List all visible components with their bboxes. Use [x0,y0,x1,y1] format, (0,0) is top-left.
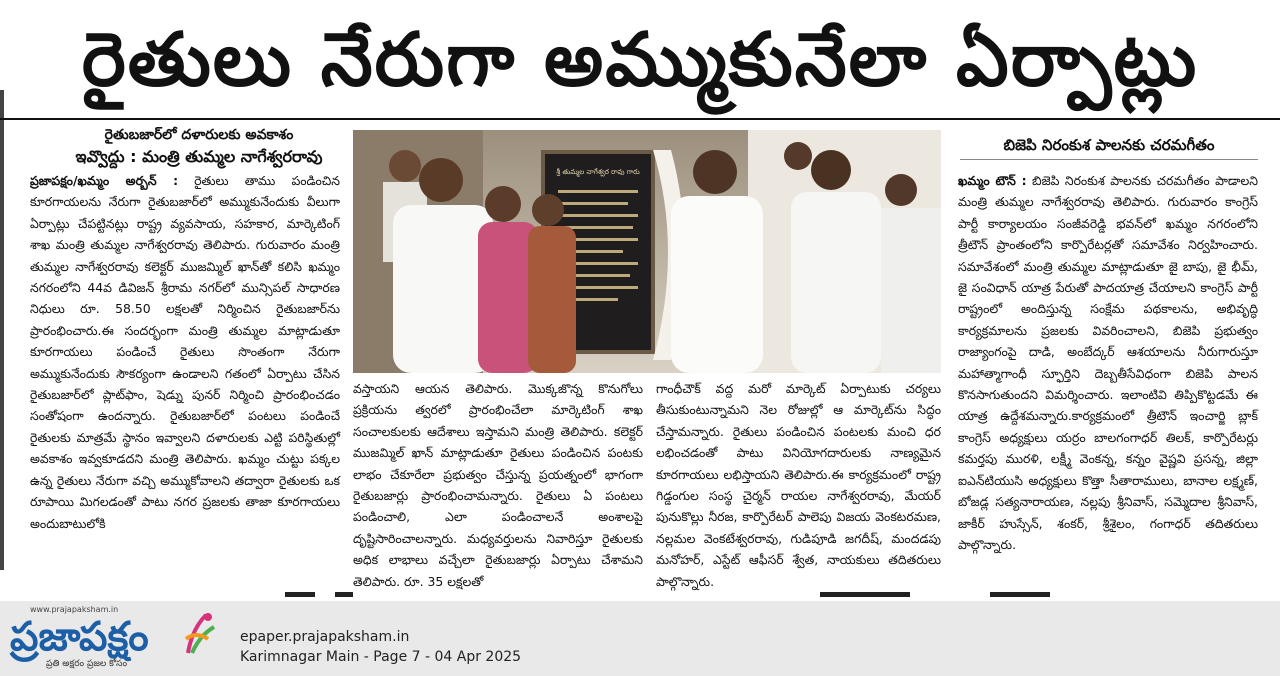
epaper-footer [0,601,1280,676]
right-subhead-rule [960,159,1258,160]
middle-article-col1: వస్తాయని ఆయన తెలిపారు. మొక్కజొన్న కొనుగోలు ప్రక్రియను త్వరలో ప్రారంభించేలా మార్కెటింగ్‌ శాఖ సంచాలకులకు ఆదేశాలు ఇస్తామని మంత్రి తెలిపారు. కలెక్టర్‌ ముజమ్మిల్‌ ఖాన్‌ మాట్లాడుతూ రైతులు పండించిన పంటకు లాభం చేకూరేలా ప్రభుత్వం చేస్తున్న ప్రయత్నంలో భాగంగా రైతుబజార్లు ప్రారంభించామన్నారు. రైతులు ఏ పంటలు పండించాలి, ఎలా పండించాలనే అంశాలపై దృష్టిసారించాలన్నారు. మధ్యవర్తులను నివారిస్తూ రైతులకు అధిక లాభాలు వచ్చేలా రైతుబజార్లు ఏర్పాటు చేశామని తెలిపారు. రూ. 35 లక్షలతో [353,381,643,589]
page-edge-bar [0,90,4,570]
prajapaksham-logo[interactable] [10,605,225,671]
left-body-text: రైతులు తాము పండించిన కూరగాయలను నేరుగా రైతుబజార్‌లో అమ్ముకునేందుకు వీలుగా ఏర్పాట్లు చేపట్టినట్లు రాష్ట్ర వ్యవసాయ, సహకార, మార్కెటింగ్‌ శాఖ మంత్రి తుమ్మల నాగేశ్వరరావు తెలిపారు. గురువారం మంత్రి తుమ్మల నాగేశ్వరరావు కలెక్టర్‌ ముజమ్మిల్‌ ఖాన్‌తో కలిసి ఖమ్మం నగరంలోని 44వ డివిజన్‌ శ్రీరామ నగర్‌లో మున్సిపల్‌ సాధారణ నిధులు రూ. 58.50 లక్షలతో నిర్మించిన రైతుబజార్‌ను ప్రారంభించారు.ఈ సందర్భంగా మంత్రి తుమ్మల మాట్లాడుతూ కూరగాయలు పండించే రైతులు సొంతంగా నేరుగా అమ్ముకునేందుకు సౌకర్యంగా ఉండాలని గతంలో ఏర్పాటు చేసిన రైతుబజార్‌లో ప్లాట్‌ఫాం, షెడ్ను పునర్‌ నిర్మించి ప్రారంభించడం సంతోషంగా ఉందన్నారు. రైతుబజార్‌లో పంటలు పండించే రైతులకు మాత్రమే స్థానం ఇవ్వాలని దళారులకు ఎట్టి పరిస్థితుల్లో అవకాశం ఇవ్వకూడదని మంత్రి తెలిపారు. ఖమ్మం చుట్టు పక్కల ఉన్న రైతులు నేరుగా వచ్చి అమ్ముకోవాలని తద్వారా రైతులకు ఒక రూపాయి మిగలడంతో పాటు నగర ప్రజలకు తాజా కూరగాయలు అందుబాటులోకి [30,173,340,531]
page-info: Karimnagar Main - Page 7 - 04 Apr 2025 [240,649,522,665]
left-article-body [30,170,340,578]
headline: రైతులు నేరుగా అమ్ముకునేలా ఏర్పాట్లు [81,17,1199,103]
news-photo [353,130,941,373]
logo-tagline: ప్రతి అక్షరం ప్రజల కోసం [46,659,128,669]
photo-illustration [353,130,941,373]
logo-site: www.prajapaksham.in [30,605,119,614]
right-subhead: బిజెపి నిరంకుశ పాలనకు చరమగీతం [1003,136,1215,154]
left-dateline: ప్రజాపక్షం/ఖమ్మం అర్బన్‌ : [30,173,179,188]
plaque-title: శ్రీ తుమ్మల నాగేశ్వర రావు గారు [556,168,640,176]
logo-text: ప్రజాపక్షం [10,614,149,660]
right-body-text: బిజెపి నిరంకుశ పాలనకు చరమగీతం పాడాలని మంత్రి తుమ్మల నాగేశ్వరరావు తెలిపారు. గురువారం కాంగ్రెస్‌ పార్టీ కార్యాలయం సంజీవరెడ్డి భవన్‌లో ఖమ్మం నగరంలోని త్రీటౌన్‌ ప్రాంతంలోని కార్పొరేటర్లతో సమావేశం నిర్వహించారు. సమావేశంలో మంత్రి తుమ్మల మాట్లాడుతూ జై బాపు, జై భీమ్‌, జై సంవిధాన్‌ యాత్ర పేరుతో పాదయాత్ర చేయాలని కాంగ్రెస్‌ పార్టీ రాష్ట్రంలో అందిస్తున్న సంక్షేమ పథకాలను, అభివృద్ధి కార్యక్రమాలను ప్రజలకు వివరించాలని, బిజెపి ప్రభుత్వం రాజ్యాంగంపై దాడి, అంబేద్కర్‌ ఆశయాలను నీరుగారుస్తూ మహాత్మాగాంధీ స్ఫూర్తిని దెబ్బతీసేవిధంగా బిజెపి పాలన కొనసాగుతుందని విమర్శించారు. ఇలాంటివి తిప్పికొట్టడమే ఈ యాత్ర ఉద్దేశమన్నారు.కార్యక్రమంలో త్రీటౌన్‌ ఇంచార్జి బ్లాక్‌ కాంగ్రెస్‌ అధ్యక్షులు యర్రం బాలగంగాధర్‌ తిలక్‌, కార్పొరేటర్లు కమర్తపు మురళి, లక్ష్మీ వెంకన్న, కన్నం వైష్ణవి ప్రసన్న, జిల్లా ఐఎన్‌టియుసి అధ్యక్షులు కొత్తా సీతారాములు, బానాల లక్ష్మణ్‌, బోజడ్ల సత్యనారాయణ, నల్లపు శ్రీనివాస్‌, సమ్మెదాల శ్రీనివాస్‌, జాకీర్‌ హుస్సేన్‌, శంకర్‌, శ్రీశైలం, గంగాధర్‌ తదితరులు పాల్గొన్నారు. [958,173,1258,552]
left-subhead-2: ఇవ్వొద్దు : మంత్రి తుమ్మల నాగేశ్వరరావు [75,147,323,166]
logo-emblem-icon [182,609,216,659]
epaper-url[interactable]: epaper.prajapaksham.in [240,629,410,645]
right-article-body [958,170,1258,578]
headline-rule [0,118,1280,120]
left-subhead-1: రైతుబజార్‌లో దళారులకు అవకాశం [104,127,294,143]
middle-article-col2: గాంధీచౌక్‌ వద్ద మరో మార్కెట్‌ ఏర్పాటుకు చర్యలు తీసుకుంటున్నామని నెల రోజుల్లో ఆ మార్కెట్‌ను సిద్ధం చేస్తామన్నారు. రైతులు పండించిన పంటలకు మంచి ధర లభించడంతో పాటు వినియోగదారులకు నాణ్యమైన కూరగాయలు లభిస్తాయని తెలిపారు.ఈ కార్యక్రమంలో రాష్ట్ర గిడ్డంగుల సంస్థ చైర్మన్‌ రాయల నాగేశ్వరరావు, మేయర్‌ పునుకొల్లు నీరజ, కార్పొరేటర్‌ పాలెపు విజయ వెంకటరమణ, నల్లమల వెంకటేశ్వరరావు, గుడిపూడి జగదీష్‌, మందడపు మనోహర్‌, ఎస్టేట్‌ ఆఫీసర్‌ శ్వేత, నాయకులు తదితరులు పాల్గొన్నారు. [656,381,941,589]
right-dateline: ఖమ్మం టౌన్‌ : [958,173,1027,188]
